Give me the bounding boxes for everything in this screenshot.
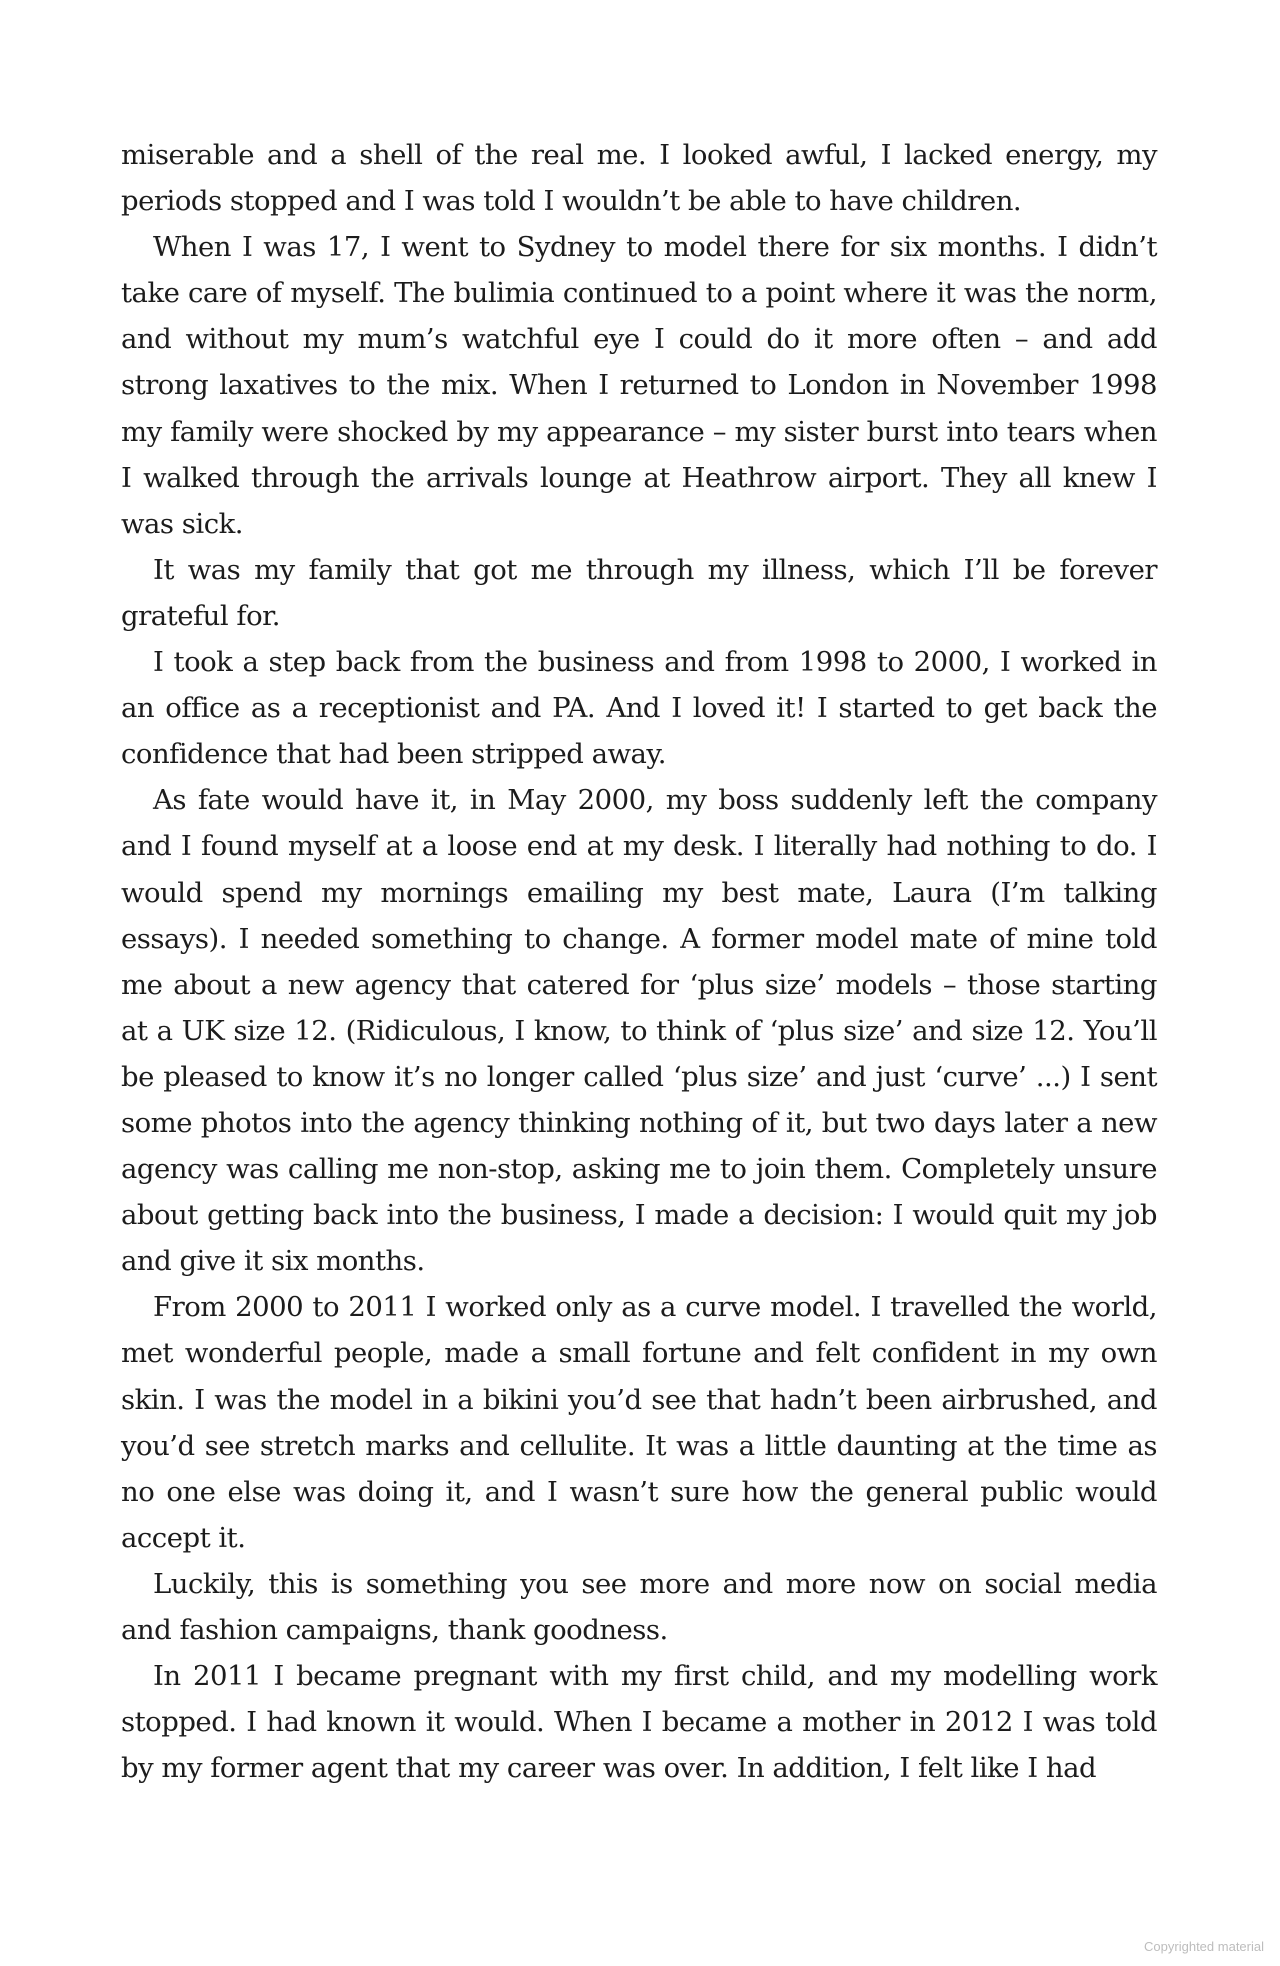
paragraph-family: It was my family that got me through my illness, which I’ll be forever grateful for. xyxy=(121,553,1157,632)
paragraph-sydney: When I was 17, I went to Sydney to model there for six months. I didn’t take care of myself. The bulimia continued to a point where it was the norm, and without my mum’s watchful eye I could do it more often – and add strong laxatives to the mix. When I returned to London in November 1998 my family were shocked by my appearance – my sister burst into tears when I walked through the arrivals lounge at Heathrow airport. They all knew I was sick. xyxy=(121,231,1157,540)
copyright-watermark: Copyrighted material xyxy=(1144,1939,1264,1954)
paragraph-office: I took a step back from the business and from 1998 to 2000, I worked in an office as a receptionist and PA. And I loved it! I started to get back the confidence that had been stripped away. xyxy=(121,646,1157,771)
paragraph-continued: miserable and a shell of the real me. I looked awful, I lacked energy, my periods stopped and I was told I wouldn’t be able to have children. xyxy=(121,139,1157,218)
body-text xyxy=(121,132,1157,1791)
paragraph-luckily: Luckily, this is something you see more and more now on social media and fashion campaigns, thank goodness. xyxy=(121,1567,1157,1646)
paragraph-agency: As fate would have it, in May 2000, my boss suddenly left the company and I found myself at a loose end at my desk. I literally had nothing to do. I would spend my mornings emailing my best mate, Laura (I’m talking essays). I needed something to change. A former model mate of mine told me about a new agency that catered for ‘plus size’ models – those starting at a UK size 12. (Ridiculous, I know, to think of ‘plus size’ and size 12. You’ll be pleased to know it’s no longer called ‘plus size’ and just ‘curve’ ...) I sent some photos into the agency thinking nothing of it, but two days later a new agency was calling me non-stop, asking me to join them. Completely unsure about getting back into the business, I made a decision: I would quit my job and give it six months. xyxy=(121,784,1157,1278)
paragraph-curve-model: From 2000 to 2011 I worked only as a curve model. I travelled the world, met wonderful people, made a small fortune and felt confident in my own skin. I was the model in a bikini you’d see that hadn’t been airbrushed, and you’d see stretch marks and cellulite. It was a little daunting at the time as no one else was doing it, and I wasn’t sure how the general public would accept it. xyxy=(121,1291,1157,1554)
paragraph-pregnant: In 2011 I became pregnant with my first child, and my modelling work stopped. I had known it would. When I became a mother in 2012 I was told by my former agent that my career was over. In addition, I felt like I had xyxy=(121,1660,1157,1785)
